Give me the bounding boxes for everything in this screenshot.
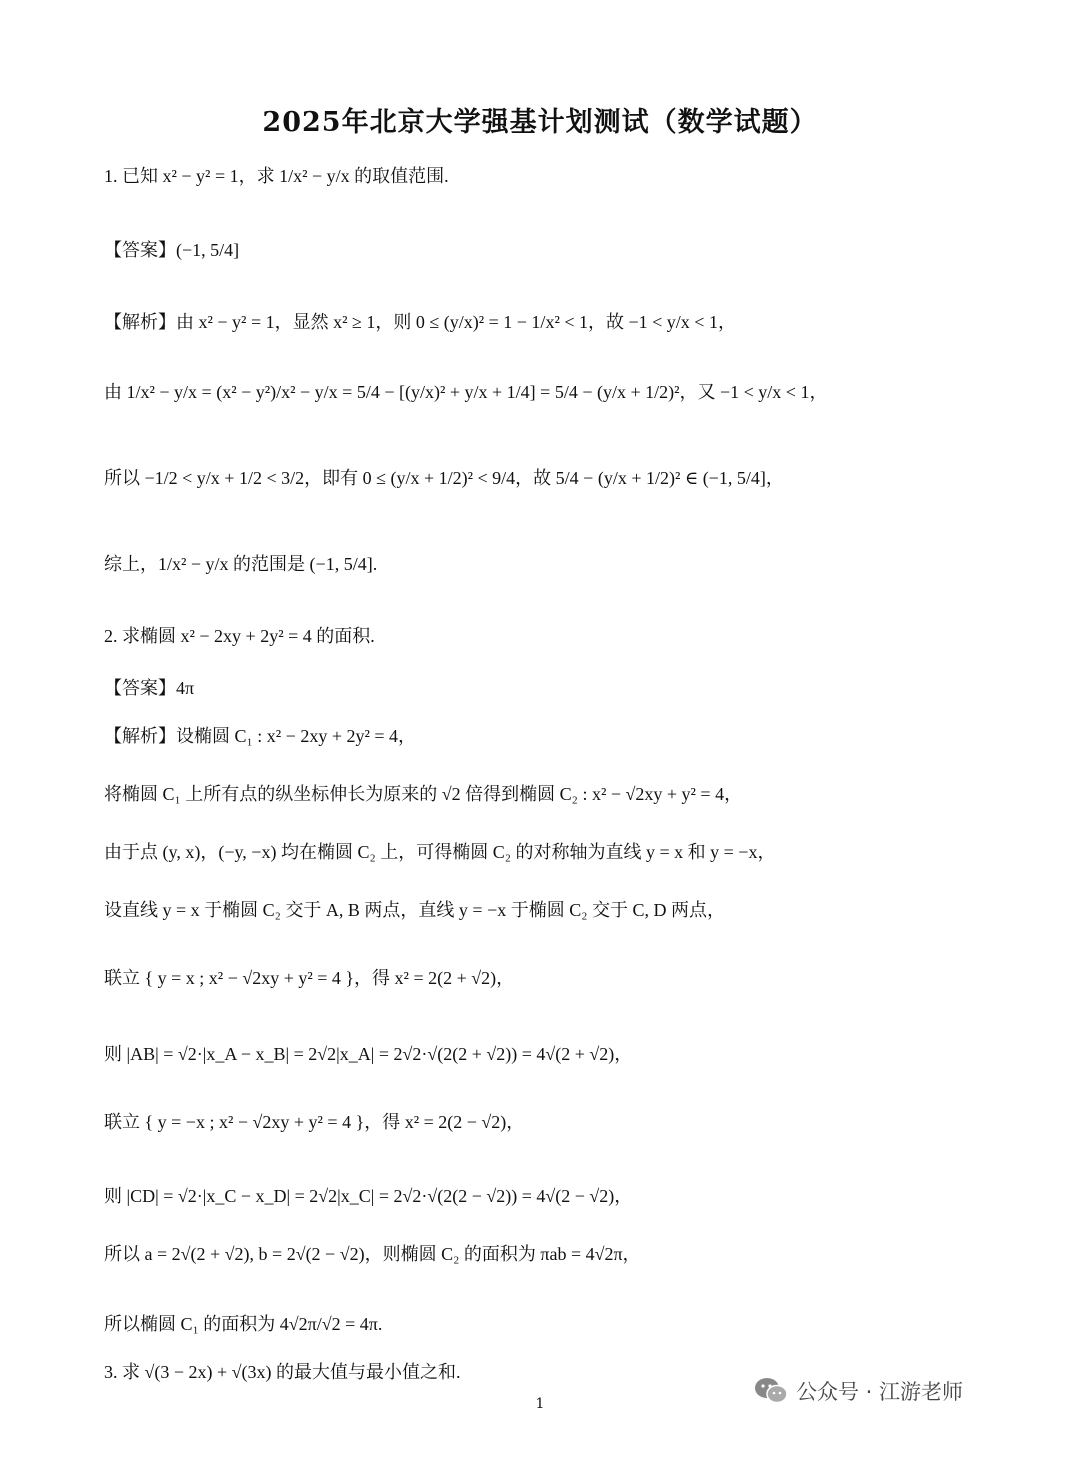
q2-solution-line-10: 所以椭圆 C₁ 的面积为 4√2π/√2 = 4π.: [104, 1314, 383, 1334]
wechat-icon: [754, 1376, 788, 1406]
q2-solution-line-8: 则 |CD| = √2·|x_C − x_D| = 2√2|x_C| = 2√2·√(2(2 − √2)) = 4√(2 − √2)，: [104, 1186, 633, 1206]
watermark-text: 公众号 · 江游老师: [796, 1380, 964, 1404]
q2-question: 2. 求椭圆 x² − 2xy + 2y² = 4 的面积.: [104, 626, 375, 646]
q2-solution-line-7: 联立 { y = −x ; x² − √2xy + y² = 4 }，得 x² = 2(2 − √2)，: [104, 1112, 525, 1132]
q1-solution-line-1: 【解析】由 x² − y² = 1，显然 x² ≥ 1，则 0 ≤ (y/x)² = 1 − 1/x² < 1，故 −1 < y/x < 1，: [104, 312, 736, 332]
q1-solution-line-3: 所以 −1/2 < y/x + 1/2 < 3/2，即有 0 ≤ (y/x + 1/2)² < 9/4，故 5/4 − (y/x + 1/2)² ∈ (−1, 5/4]，: [104, 468, 784, 488]
q2-solution-line-1: 【解析】设椭圆 C₁ : x² − 2xy + 2y² = 4，: [104, 726, 417, 746]
q1-conclusion: 综上，1/x² − y/x 的范围是 (−1, 5/4].: [104, 554, 378, 574]
watermark: [754, 1376, 963, 1406]
q1-answer: 【答案】(−1, 5/4]: [104, 240, 240, 260]
q1-solution-line-2: 由 1/x² − y/x = (x² − y²)/x² − y/x = 5/4 − [(y/x)² + y/x + 1/4] = 5/4 − (y/x + 1/2)²，又 −1 < y/x < 1，: [104, 382, 828, 402]
q2-solution-line-3: 由于点 (y, x)，(−y, −x) 均在椭圆 C₂ 上，可得椭圆 C₂ 的对称轴为直线 y = x 和 y = −x，: [104, 842, 776, 862]
q2-solution-line-4: 设直线 y = x 于椭圆 C₂ 交于 A, B 两点，直线 y = −x 于椭圆 C₂ 交于 C, D 两点，: [104, 900, 726, 920]
page-title: 2025年北京大学强基计划测试（数学试题）: [262, 107, 818, 138]
q2-solution-line-5: 联立 { y = x ; x² − √2xy + y² = 4 }，得 x² = 2(2 + √2)，: [104, 968, 515, 988]
q2-answer: 【答案】4π: [104, 678, 195, 698]
q2-solution-line-6: 则 |AB| = √2·|x_A − x_B| = 2√2|x_A| = 2√2·√(2(2 + √2)) = 4√(2 + √2)，: [104, 1044, 633, 1064]
q2-solution-line-9: 所以 a = 2√(2 + √2), b = 2√(2 − √2)，则椭圆 C₂ 的面积为 πab = 4√2π，: [104, 1244, 641, 1264]
page-number: 1: [535, 1396, 545, 1412]
q3-question: 3. 求 √(3 − 2x) + √(3x) 的最大值与最小值之和.: [104, 1362, 461, 1382]
q1-question: 1. 已知 x² − y² = 1，求 1/x² − y/x 的取值范围.: [104, 166, 449, 186]
q2-solution-line-2: 将椭圆 C₁ 上所有点的纵坐标伸长为原来的 √2 倍得到椭圆 C₂ : x² − √2xy + y² = 4，: [104, 784, 743, 804]
